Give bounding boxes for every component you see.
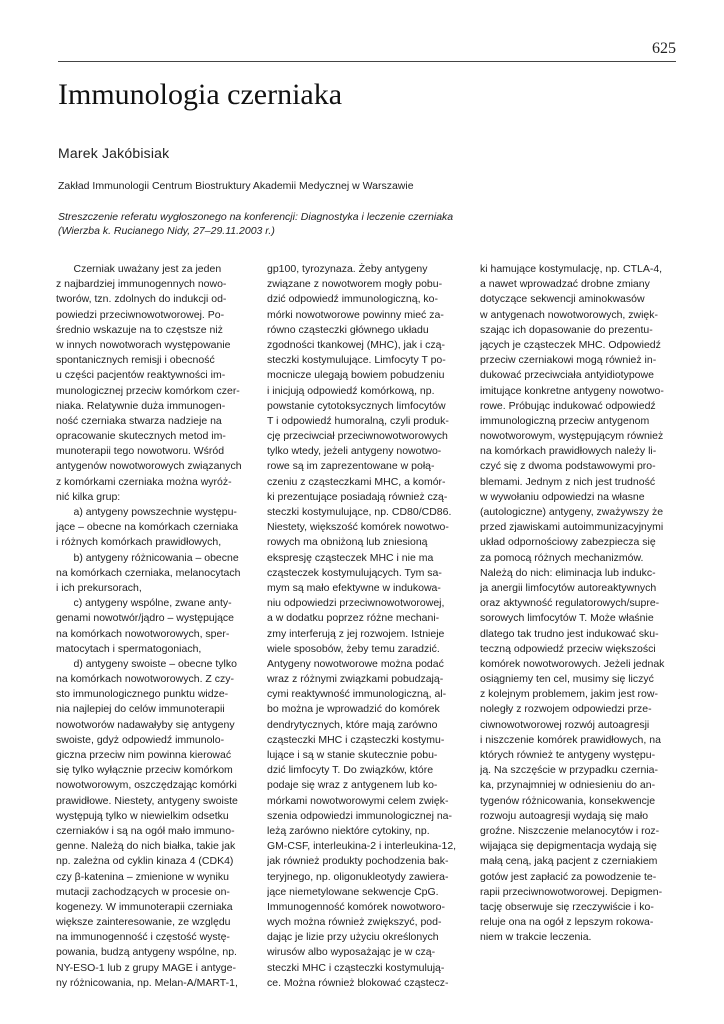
body-text-line: groźne. Niszczenie melanocytów i roz-: [480, 824, 660, 837]
body-text-line: ciwnowotworowej rozwój autoagresji: [480, 718, 650, 731]
body-text-line: z komórkami czerniaka można wyróż-: [56, 475, 232, 488]
body-text-line: nowotworowym, oszczędzając komórki: [56, 779, 237, 792]
body-text-line: szając ich dopasowanie do prezentu-: [480, 323, 653, 336]
body-text-line: wiele sposobów, żeby temu zaradzić.: [267, 642, 440, 655]
body-text-line: czerniaków i są na ogół mało immuno-: [56, 824, 235, 837]
author-affiliation: Zakład Immunologii Centrum Biostruktury Akademii Medycznej w Warszawie: [58, 180, 414, 192]
body-text-line: większe zainteresowanie, ze względu: [56, 916, 231, 929]
body-text-line: tworów, tzn. zdolnych do indukcji od-: [56, 293, 227, 306]
body-text-line: d) antygeny swoiste – obecne tylko: [56, 657, 237, 670]
body-text-line: mym są mało efektywne w indukowa-: [267, 581, 441, 594]
body-text-line: ny różnicowania, np. Melan-A/MART-1,: [56, 976, 238, 989]
body-text-line: mutacji zachodzących w procesie on-: [56, 885, 230, 898]
body-text-line: powiedzi przeciwnowotworowej. Po-: [56, 308, 225, 321]
body-text-line: wijająca się depigmentacja wydają się: [480, 840, 657, 853]
body-text-line: a nawet wprowadzać drobne zmiany: [480, 278, 650, 291]
body-text-line: zmy interferują z jej rozwojem. Istnieje: [267, 627, 445, 640]
body-text-line: ki hamujące kostymulację, np. CTLA-4,: [480, 263, 663, 275]
body-text-line: związane z nowotworem mogły pobu-: [267, 278, 443, 291]
body-text-line: ją. Na szczęście w przypadku czernia-: [480, 764, 658, 777]
body-text-line: niu odpowiedzi przeciwnowotworowej,: [267, 597, 445, 610]
body-text-line: Niestety, większość komórek nowotwo-: [267, 521, 449, 534]
body-text-line: czyć się z dwoma podstawowymi pro-: [480, 460, 656, 473]
body-text-line: steczki kostymulujące. Limfocyty T po-: [267, 354, 446, 367]
body-text-line: antygenów nowotworowych związanych: [56, 460, 242, 473]
body-text-line: ki prezentujące posiadają również czą-: [267, 490, 448, 503]
body-text-line: ka, przynajmniej w odniesieniu do an-: [480, 779, 656, 792]
body-text-line: czeniu z cząsteczkami MHC, a komór-: [267, 475, 446, 488]
body-text-line: z kolejnym problemem, jakim jest row-: [480, 688, 658, 701]
body-text-line: b) antygeny różnicowania – obecne: [56, 551, 239, 564]
text-column-1: [56, 262, 251, 991]
body-text-line: układ odpornościowy zabezpiecza się: [480, 536, 656, 549]
body-text-line: munologicznej przeciw komórkom czer-: [56, 384, 240, 397]
body-text-line: w innych nowotworach występowanie: [56, 338, 231, 351]
body-text-line: w wywołaniu odpowiedzi na własne: [480, 490, 645, 503]
body-text-line: ekspresję cząsteczek MHC i nie ma: [267, 551, 434, 564]
body-text-line: GM-CSF, interleukina-2 i interleukina-12,: [267, 840, 457, 853]
body-text-line: bo można je wprowadzić do komórek: [267, 703, 440, 716]
body-text-line: u części pacjentów reaktywności im-: [56, 369, 226, 382]
body-text-line: na komórkach nowotworowych, sper-: [56, 627, 230, 640]
body-text-line: gp100, tyrozynaza. Żeby antygeny: [267, 263, 428, 275]
body-text-line: Czerniak uważany jest za jeden: [56, 263, 222, 275]
text-column-2: [267, 262, 462, 991]
body-text-line: a w dodatku poprzez różne mechani-: [267, 612, 440, 625]
body-text-line: zgodności tkankowej (MHC), jak i czą-: [267, 338, 445, 351]
body-text-line: ja anergii limfocytów autoreaktywnych: [480, 581, 657, 594]
body-text-line: z najbardziej immunogennych nowo-: [56, 278, 227, 291]
body-text-line: komórek nowotworowych. Jeżeli jednak: [480, 657, 665, 670]
body-text-line: za pomocą różnych mechanizmów.: [480, 551, 644, 564]
body-text-line: genne. Należą do nich białka, takie jak: [56, 840, 236, 853]
body-text-line: ce. Można również blokować cząstecz-: [267, 976, 449, 989]
body-text-line: teczną odpowiedź przeciw większości: [480, 642, 656, 655]
body-text-line: powania, budzą antygeny wspólne, np.: [56, 946, 237, 959]
body-text-line: spontanicznych remisji i obecność: [56, 354, 215, 367]
body-text-line: Należą do nich: eliminacja lub indukc-: [480, 566, 656, 579]
body-text-line: równo cząsteczki głównego układu: [267, 323, 429, 336]
body-text-line: swoiste, gdyż odpowiedź immunolo-: [56, 733, 225, 746]
body-text-line: osiągniemy ten cel, musimy się liczyć: [480, 673, 654, 686]
body-text-line: tylko wtedy, jeżeli antygeny nowotwo-: [267, 445, 442, 458]
conference-note: [58, 210, 678, 238]
body-text-line: mórkami nowotworowymi celem zwięk-: [267, 794, 449, 807]
body-text-line: których również te antygeny występu-: [480, 749, 656, 761]
body-text-line: rozwoju autoagresji wydają się mało: [480, 809, 649, 822]
body-text-line: i niszczenie komórek prawidłowych, na: [480, 733, 661, 746]
body-text-line: tację obserwuje się rzeczywiście i ko-: [480, 900, 654, 913]
body-text-line: tygenów różnicowania, konsekwencje: [480, 794, 656, 807]
body-text-line: nić kilka grup:: [56, 490, 121, 503]
body-text-line: lujące i są w stanie skutecznie pobu-: [267, 749, 438, 761]
body-text-line: jące niemetylowane sekwencje CpG.: [267, 885, 439, 898]
body-text-line: kogenezy. W immunoterapii czerniaka: [56, 900, 233, 913]
body-text-line: na komórkach nowotworowych. Z czy-: [56, 673, 234, 686]
body-text-line: noległy z rozwojem odpowiedzi prze-: [480, 703, 652, 716]
body-text-line: a) antygeny powszechnie występu-: [56, 506, 237, 518]
body-text-line: szenia odpowiedzi immunologicznej na-: [267, 809, 453, 822]
body-text-line: munoterapii tego nowotworu. Wśród: [56, 445, 225, 458]
body-text-line: sorowych limfocytów T. Może właśnie: [480, 612, 654, 625]
body-text-line: wirusów albo wyposażając je w czą-: [267, 946, 436, 959]
body-text-line: rapii przeciwnowotworowej. Depigmen-: [480, 885, 663, 898]
body-text-line: cząsteczek kostymulujących. Tym sa-: [267, 566, 442, 579]
body-text-line: steczki MHC i cząsteczki kostymulują-: [267, 961, 445, 974]
body-text-line: rowych ma obniżoną lub zniesioną: [267, 536, 428, 549]
body-text-line: dając je lizie przy użyciu określonych: [267, 931, 439, 944]
body-text-line: oraz aktywność regulatorowych/supre-: [480, 597, 660, 610]
body-text-line: prawidłowe. Niestety, antygeny swoiste: [56, 794, 238, 807]
body-text-line: matocytach i spermatogoniach,: [56, 642, 202, 655]
body-text-line: T i odpowiedź humoralną, czyli produk-: [267, 414, 449, 427]
body-text-line: wraz z różnymi związkami pobudzają-: [267, 673, 444, 686]
body-text-line: dendrytycznych, które mają zarówno: [267, 718, 438, 731]
body-text-line: giczna przeciw nim powinna kierować: [56, 749, 232, 761]
conference-note-line: (Wierzba k. Rucianego Nidy, 27–29.11.2003 r.): [58, 225, 275, 237]
body-text-line: imitujące konkretne antygeny nowotwo-: [480, 384, 664, 397]
body-text-line: c) antygeny wspólne, zwane anty-: [56, 597, 232, 610]
body-text-line: jących je cząsteczek MHC. Odpowiedź: [480, 338, 661, 351]
body-text-line: leżą zarówno niektóre cytokiny, np.: [267, 824, 430, 837]
body-text-line: nowotworowym, występującym również: [480, 430, 664, 443]
body-text-line: genami nowotwór/jądro – występujące: [56, 612, 235, 625]
article-title: Immunologia czerniaka: [58, 78, 343, 111]
body-text-line: się tylko wyłącznie przeciw komórkom: [56, 764, 233, 777]
body-text-line: dotyczące sekwencji aminokwasów: [480, 293, 645, 306]
author-name: Marek Jakóbisiak: [58, 145, 170, 161]
body-text-line: gotów jest zapłacić za powodzenie te-: [480, 870, 657, 883]
conference-note-line: Streszczenie referatu wygłoszonego na konferencji: Diagnostyka i leczenie czerniaka: [58, 211, 454, 223]
body-text-line: rowe są im zaprezentowane w połą-: [267, 460, 435, 473]
body-text-line: cymi reaktywność immunologiczną, al-: [267, 688, 447, 701]
body-text-line: opracowanie skutecznych metod im-: [56, 430, 226, 443]
body-text-line: niaka. Relatywnie duża immunogen-: [56, 399, 226, 412]
body-text-line: i różnych komórkach prawidłowych,: [56, 536, 222, 549]
body-text-line: wych można również zwiększyć, pod-: [267, 916, 442, 929]
body-text-line: jące – obecne na komórkach czerniaka: [56, 521, 239, 534]
body-text-line: cję przeciwciał przeciwnowotworowych: [267, 430, 448, 443]
body-text-line: i inicjują odpowiedź komórkową, np.: [267, 384, 435, 397]
body-text-line: cząsteczki MHC i cząsteczki kostymu-: [267, 733, 445, 746]
body-text-line: niem w trakcie leczenia.: [480, 931, 592, 944]
body-text-line: np. zależna od cyklin kinaza 4 (CDK4): [56, 855, 234, 868]
body-text-line: mocnicze ulegają bowiem pobudzeniu: [267, 369, 445, 382]
body-text-line: Antygeny nowotworowe można podać: [267, 657, 444, 670]
body-text-line: w antygenach nowotworowych, zwięk-: [480, 308, 658, 321]
body-text-line: teryjnego, np. oligonukleotydy zawiera-: [267, 870, 449, 883]
body-text-line: jak również produkty pochodzenia bak-: [267, 855, 449, 868]
body-text-line: dzić limfocyty T. Do związków, które: [267, 764, 434, 777]
body-text-line: sto immunologicznego punktu widze-: [56, 688, 229, 701]
body-text-line: reluje ona na ogół z lepszym rokowa-: [480, 916, 654, 929]
body-text-line: (autologiczne) antygeny, zważywszy że: [480, 506, 664, 518]
body-text-line: dukować przeciwciała antyidiotypowe: [480, 369, 654, 382]
body-text-line: czy β-katenina – zmienione w wyniku: [56, 870, 229, 883]
body-text-line: na komórkach prawidłowych należy li-: [480, 445, 657, 458]
body-text-line: przed zjawiskami autoimmunizacyjnymi: [480, 521, 664, 534]
body-text-line: immunologiczną przeciw antygenom: [480, 414, 650, 427]
body-text-line: powstanie cytotoksycznych limfocytów: [267, 399, 446, 412]
body-text-line: mórki nowotworowe powinny mieć za-: [267, 308, 444, 321]
body-text-line: nia najlepiej do celów immunoterapii: [56, 703, 225, 716]
body-text-line: ność czerniaka stwarza nadzieje na: [56, 414, 222, 427]
page-number: 625: [652, 40, 676, 57]
body-text-line: blemami. Jednym z nich jest trudność: [480, 475, 656, 488]
body-text-line: podaje się wraz z antygenem lub ko-: [267, 779, 438, 792]
text-column-3: [480, 262, 675, 945]
body-text-line: Immunogenność komórek nowotworo-: [267, 900, 445, 913]
body-text-line: na komórkach czerniaka, melanocytach: [56, 566, 241, 579]
body-text-line: średnio wskazuje na to częstsze niż: [56, 323, 223, 336]
body-text-line: i ich prekursorach,: [56, 581, 142, 594]
body-text-line: steczki kostymulujące, np. CD80/CD86.: [267, 506, 452, 518]
body-text-line: dlatego tak trudno jest indukować sku-: [480, 627, 659, 640]
body-text-line: NY-ESO-1 lub z grupy MAGE i antyge-: [56, 961, 236, 974]
body-text-line: dzić odpowiedź immunologiczną, ko-: [267, 293, 438, 306]
body-text-line: rowe. Próbując indukować odpowiedź: [480, 399, 656, 412]
body-text-line: nowotworów nadawałyby się antygeny: [56, 718, 235, 731]
body-text-line: przeciw czerniakowi mogą również in-: [480, 354, 657, 367]
header-rule: [58, 61, 676, 62]
body-text-line: małą ceną, jaką pacjent z czerniakiem: [480, 855, 658, 868]
body-text-line: na immunogenność i częstość wystę-: [56, 931, 230, 944]
body-text-line: występują tylko w niewielkim odsetku: [56, 809, 229, 822]
